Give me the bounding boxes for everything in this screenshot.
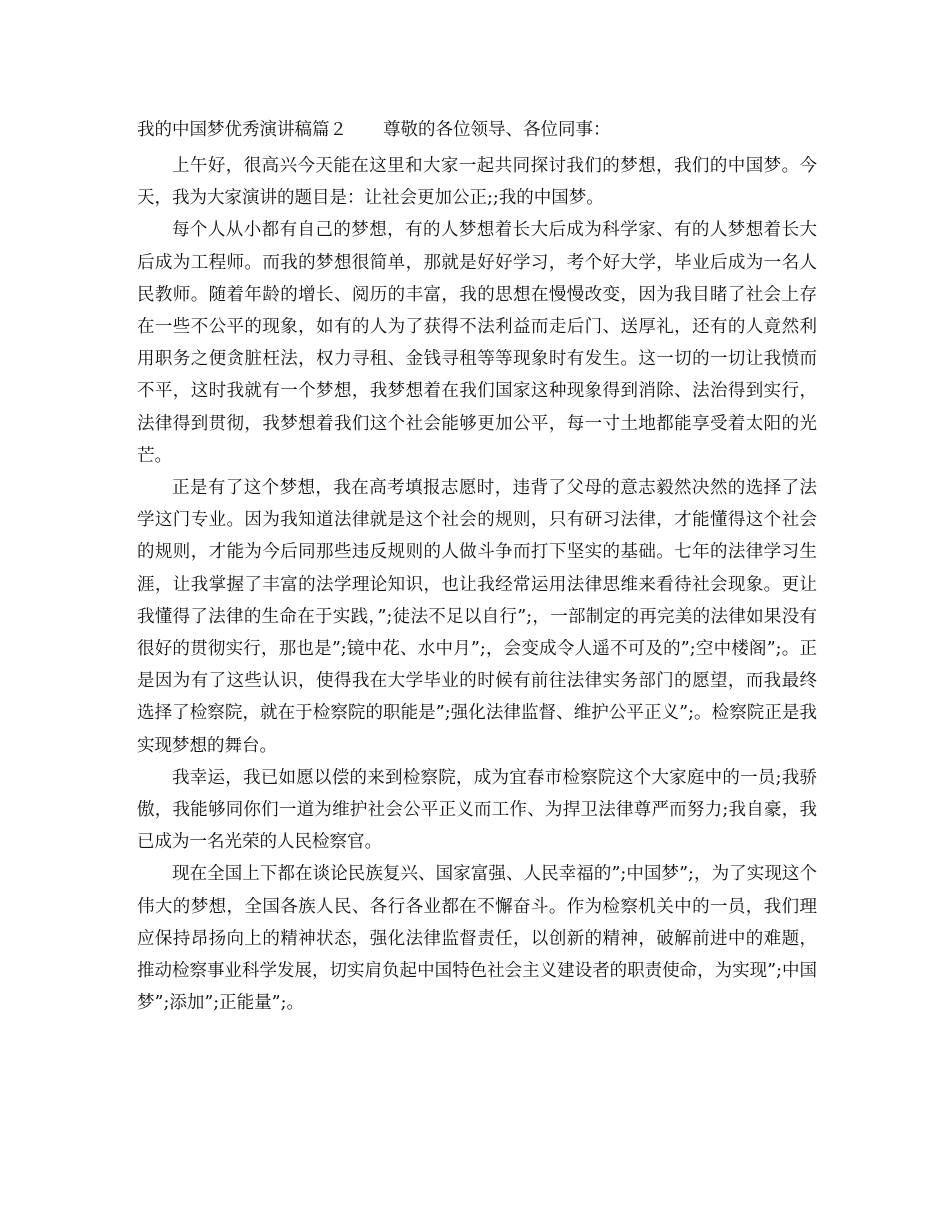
paragraph-opening: 上午好，很高兴今天能在这里和大家一起共同探讨我们的梦想，我们的中国梦。今天，我为大家演讲的题目是：让社会更加公正;;我的中国梦。: [137, 156, 817, 209]
document-title: 我的中国梦优秀演讲稿篇２: [137, 120, 347, 140]
paragraph-procuratorate: 我幸运，我已如愿以偿的来到检察院，成为宜春市检察院这个大家庭中的一员;我骄傲，我能够同你们一道为维护社会公平正义而工作、为捍卫法律尊严而努力;我自豪，我已成为一名光荣的人民检察官。: [137, 767, 817, 853]
speech-body: [137, 150, 817, 1019]
paragraph-law-study: 正是有了这个梦想，我在高考填报志愿时，违背了父母的意志毅然决然的选择了法学这门专业。因为我知道法律就是这个社会的规则，只有研习法律，才能懂得这个社会的规则，才能为今后同那些违反规则的人做斗争而打下坚实的基础。七年的法律学习生涯，让我掌握了丰富的法学理论知识，也让我经常运用法律思维来看待社会现象。更让我懂得了法律的生命在于实践，”;徒法不足以自行”;，一部制定的再完美的法律如果没有很好的贯彻实行，那也是”;镜中花、水中月”;，会变成令人遥不可及的”;空中楼阁”;。正是因为有了这些认识，使得我在大学毕业的时候有前往法律实务部门的愿望，而我最终选择了检察院，就在于检察院的职能是”;强化法律监督、维护公平正义”;。检察院正是我实现梦想的舞台。: [137, 478, 817, 756]
document-header: [137, 119, 837, 141]
paragraph-dream: 每个人从小都有自己的梦想，有的人梦想着长大后成为科学家、有的人梦想着长大后成为工程师。而我的梦想很简单，那就是好好学习，考个好大学，毕业后成为一名人民教师。随着年龄的增长、阅历的丰富，我的思想在慢慢改变，因为我目睹了社会上存在一些不公平的现象，如有的人为了获得不法利益而走后门、送厚礼，还有的人竟然利用职务之便贪脏枉法，权力寻租、金钱寻租等等现象时有发生。这一切的一切让我愤而不平，这时我就有一个梦想，我梦想着在我们国家这种现象得到消除、法治得到实行，法律得到贯彻，我梦想着我们这个社会能够更加公平，每一寸土地都能享受着太阳的光芒。: [137, 220, 817, 466]
salutation: 尊敬的各位领导、各位同事：: [383, 120, 611, 140]
paragraph-chinese-dream: 现在全国上下都在谈论民族复兴、国家富强、人民幸福的”;中国梦”;，为了实现这个伟大的梦想，全国各族人民、各行各业都在不懈奋斗。作为检察机关中的一员，我们理应保持昂扬向上的精神状态，强化法律监督责任，以创新的精神，破解前进中的难题，推动检察事业科学发展，切实肩负起中国特色社会主义建设者的职责使命，为实现”;中国梦”;添加”;正能量”;。: [137, 864, 817, 1014]
